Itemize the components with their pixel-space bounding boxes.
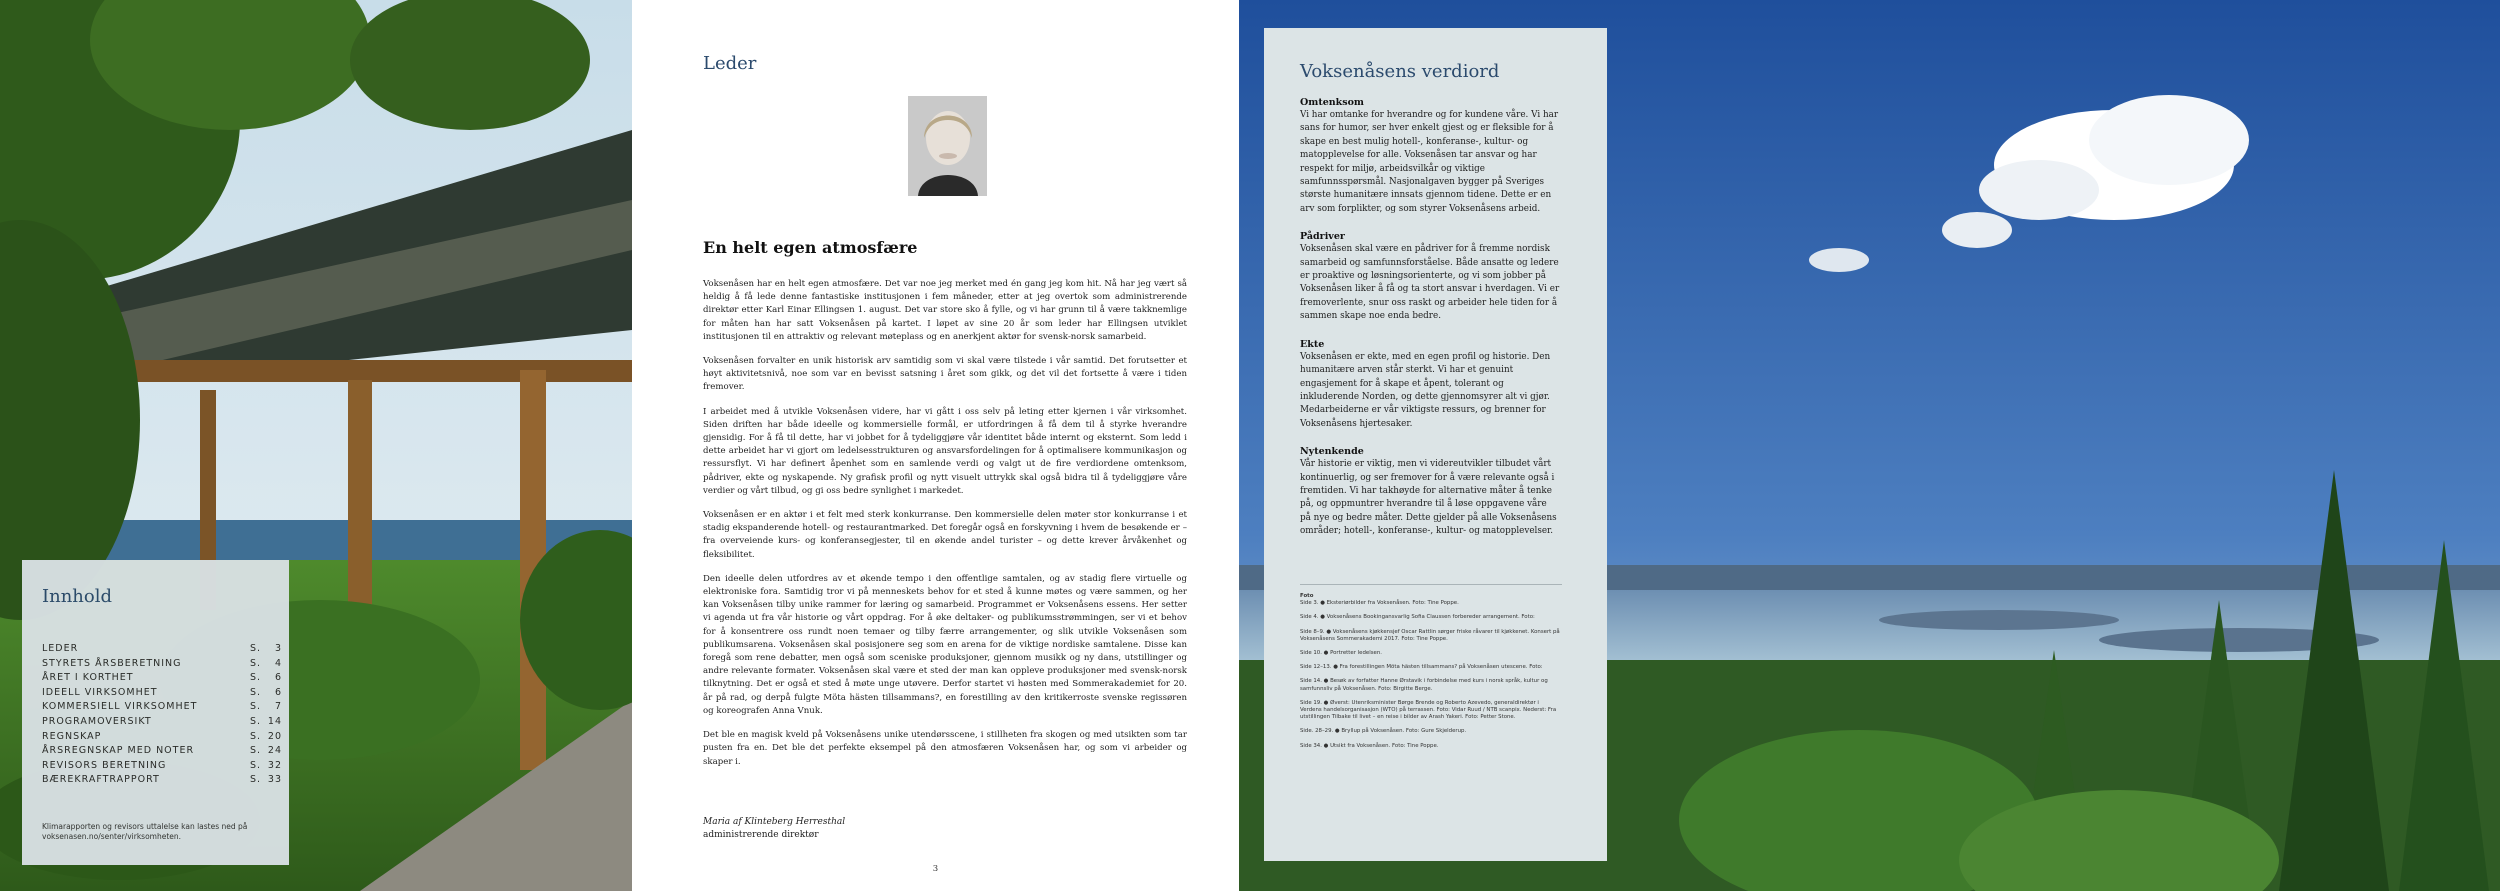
contents-list bbox=[42, 642, 282, 788]
paragraph: Det ble en magisk kveld på Voksenåsens unike utendørsscene, i stillheten fra skogen og med utsikten som tar pusten fra en. Det ble det perfekte eksempel på den atmosfæren Voksenåsen har, og som vi arbeider og skaper i. bbox=[703, 730, 1187, 767]
value-heading: Ekte bbox=[1300, 338, 1325, 350]
credit-item: Side. 28–29. ● Bryllup på Voksenåsen. Foto: Gure Skjelderup. bbox=[1300, 728, 1467, 735]
credit-item: Side 14. ● Besøk av forfatter Hanne Ørstavik i forbindelse med kurs i norsk språk, kultur og samfunnsliv på Voksenåsen. Foto: Birgitte Berge. bbox=[1300, 678, 1548, 692]
value-heading: Pådriver bbox=[1300, 231, 1345, 243]
contents-box bbox=[22, 560, 289, 865]
toc-item[interactable]: ÅRSREGNSKAP MED NOTER S. 24 bbox=[42, 745, 282, 757]
credit-item: Side 34. ● Utsikt fra Voksenåsen. Foto: Tine Poppe. bbox=[1300, 742, 1439, 749]
right-photo-panel bbox=[1239, 0, 2500, 891]
article-heading: En helt egen atmosfære bbox=[703, 238, 918, 257]
value-heading: Omtenksom bbox=[1300, 97, 1364, 108]
portrait-photo bbox=[908, 96, 987, 196]
paragraph: I arbeidet med å utvikle Voksenåsen videre, har vi gått i oss selv på leting etter kjernen i vår virksomhet. Siden driften har både ideelle og kommersielle formål, er utfordringen å få dem til å styrke hverandre gjensidig. For å få til dette, har vi jobbet for å tydeliggjøre vår identitet både internt og eksternt. Som ledd i dette arbeidet har vi gjort om ledelsesstrukturen og ansvarsfordelingen for å optimalisere kommunikasjon og ressursflyt. Vi har definert åpenhet som en samlende verdi og valgt ut de fire verdiordene omtenksom, pådriver, ekte og nyskapende. Ny grafisk profil og nytt visuelt uttrykk skal også bidra til å tydeliggjøre våre verdier og vårt tilbud, og gi oss bedre synlighet i markedet. bbox=[703, 406, 1187, 496]
page-number: 3 bbox=[932, 864, 939, 874]
divider bbox=[1300, 584, 1562, 585]
paragraph: Den ideelle delen utfordres av et økende tempo i den offentlige samtalen, og av stadig flere virtuelle og elektroniske fora. Samtidig tror vi på menneskets behov for et sted å kunne møtes og være sammen, og her kan Voksenåsen tilby unike rammer for læring og samarbeid. Programmet er Voksenåsens essens. Her setter vi agenda ut fra vår historie og vårt oppdrag. For å øke deltaker- og publikumsstrømmingen, ser vi et behov for å konsentrere oss rundt noen temaer og tilby færre arrangementer, og slik utvikle Voksenåsen som publikumsarena. Voksenåsen skal posisjonere seg som en arena for de viktige nordiske samtalene. Disse kan foregå som rene debatter, men også som sceniske produksjoner, gjennom musikk og ny dans, utstillinger og andre relevante formater. Voksenåsen skal være et sted der man kan oppleve produksjoner med svensk-norsk tilknytning. Det er også et sted å møte unge utøvere. Derfor startet vi høsten med Sommerakademiet for 20. år på rad, og derpå fulgte Möta hästen tillsammans?, en forestilling av den kritikerroste svenske regissøren og koreografen Anna Vnuk. bbox=[703, 573, 1187, 716]
credit-item: Side 3. ● Eksteriørbilder fra Voksenåsen. Foto: Tine Poppe. bbox=[1300, 600, 1459, 607]
photo-credits bbox=[1300, 593, 1562, 757]
toc-item[interactable]: PROGRAMOVERSIKT S. 14 bbox=[42, 715, 282, 727]
credits-heading: Foto bbox=[1300, 593, 1314, 599]
portrait-icon bbox=[908, 96, 987, 196]
paragraph: Voksenåsen er en aktør i et felt med sterk konkurranse. Den kommersielle delen møter stor konkurranse i et stadig ekspanderende hotell- og restaurantmarked. Det foregår også en forskyvning i hvem de besøkende er – fra overveiende kurs- og konferansegjester, til en økende andel turister – og dette krever årvåkenhet og fleksibilitet. bbox=[703, 510, 1187, 560]
toc-item[interactable]: LEDER S. 3 bbox=[42, 643, 282, 654]
signature-title: administrerende direktør bbox=[703, 830, 819, 840]
credit-item: Side 8–9. ● Voksenåsens kjøkkensjef Oscar Rattlin sørger friske råvarer til kjøkkenet. Konsert på Voksenåsens Sommerakademi 2017. Foto: Tine Poppe. bbox=[1300, 628, 1560, 642]
value-section bbox=[1300, 338, 1560, 431]
toc-item[interactable]: IDEELL VIRKSOMHET S. 6 bbox=[42, 686, 282, 698]
contents-note: Klimarapporten og revisors uttalelse kan lastes ned på voksenasen.no/senter/virksomheten. bbox=[42, 822, 248, 841]
toc-item[interactable]: BÆREKRAFTRAPPORT S. 33 bbox=[42, 774, 282, 786]
signature-name: Maria af Klinteberg Herresthal bbox=[703, 817, 846, 827]
value-text: Voksenåsen skal være en pådriver for å fremme nordisk samarbeid og samfunnsforståelse. Både ansatte og ledere er proaktive og løsningsorienterte, og vi som jobber på Voksenåsen liker å få og ta stort ansvar i hverdagen. Vi er fremoverlente, snur oss raskt og arbeider hele tiden for å sammen skape noe enda bedre. bbox=[1300, 244, 1560, 322]
value-section bbox=[1300, 445, 1560, 538]
values-list bbox=[1300, 96, 1560, 553]
left-photo-panel bbox=[0, 0, 632, 891]
toc-item[interactable]: REVISORS BERETNING S. 32 bbox=[42, 759, 282, 771]
credit-item: Side 4. ● Voksenåsens Bookingansvarlig Sofia Claussen forbereder arrangement. Foto: bbox=[1300, 614, 1535, 621]
toc-item[interactable]: ÅRET I KORTHET S. 6 bbox=[42, 672, 282, 684]
credit-item: Side 19. ● Øverst: Utenriksminister Børge Brende og Roberto Azevedo, generaldirektør i Verdens handelsorganisasjon (WTO) på terrassen. Foto: Vidar Ruud / NTB scanpix. Nederst: Fra utstillingen Tilbake til livet – en reise i bilder av Arash Yakeri. Foto: Petter Stone. bbox=[1300, 699, 1557, 721]
paragraph: Voksenåsen forvalter en unik historisk arv samtidig som vi skal være tilstede i vår samtid. Det forutsetter et høyt aktivitetsnivå, noe som var en bevisst satsning i året som gikk, og det vil det fortsette å være i tiden fremover. bbox=[703, 356, 1187, 393]
value-text: Vår historie er viktig, men vi viderеutvikler tilbudet vårt kontinuerlig, og ser fremover for å være relevante også i fremtiden. Vi har takhøyde for alternative måter å tenke på, og oppmuntrer hverandre til å løse oppgavene våre på nye og bedre måter. Dette gjelder på alle Voksenåsens områder; hotell-, konferanse-, kultur- og matopplevelser. bbox=[1300, 459, 1557, 537]
value-heading: Nytenkende bbox=[1300, 446, 1364, 458]
value-text: Vi har omtanke for hverandre og for kundene våre. Vi har sans for humor, ser hver enkelt gjest og er fleksible for å skape en best mulig hotell-, konferanse-, kultur- og matopplevelse for alle. Voksenåsen tar ansvar og har respekt for miljø, arbeidsvilkår og viktige samfunnsspørsmål. Nasjonalgaven bygger på Sveriges største humanitære innsats gjennom tidene. Dette er en arv som forplikter, og som styrer Voksenåsens arbeid. bbox=[1300, 110, 1559, 214]
values-title: Voksenåsens verdiord bbox=[1300, 61, 1500, 82]
contents-title: Innhold bbox=[42, 586, 113, 607]
toc-item[interactable]: REGNSKAP S. 20 bbox=[42, 730, 282, 742]
signature bbox=[703, 816, 845, 842]
value-text: Voksenåsen er ekte, med en egen profil og historie. Den humanitære arven står sterkt. Vi har et genuint engasjement for å skape et åpent, tolerant og inkluderende Norden, og dette gjennomsyrer alt vi gjør. Medarbeiderne er vår viktigste ressurs, og brenner for Voksenåsens hjertesaker. bbox=[1300, 351, 1551, 429]
paragraph: Voksenåsen har en helt egen atmosfære. Det var noe jeg merket med én gang jeg kom hit. Nå har jeg vært så heldig å få lede denne fantastiske institusjonen i fem måneder, etter at jeg overtok som administrerende direktør etter Karl Einar Ellingsen 1. august. Det var store sko å fylle, og vi har grunn til å være takknemlige for måten han har satt Voksenåsen på kartet. I løpet av sine 20 år som leder har Ellingsen utviklet institusjonen til en attraktiv og relevant møteplass og en anerkjent aktør for svensk-norsk samarbeid. bbox=[703, 279, 1187, 342]
toc-item[interactable]: STYRETS ÅRSBERETNING S. 4 bbox=[42, 657, 282, 669]
values-box bbox=[1264, 28, 1607, 861]
value-section bbox=[1300, 230, 1560, 323]
article-body bbox=[703, 278, 1187, 780]
value-section bbox=[1300, 96, 1560, 216]
credit-item: Side 12–13. ● Fra forestillingen Möta hästen tillsammans? på Voksenåsen utescene. Foto: bbox=[1300, 664, 1543, 671]
toc-item[interactable]: KOMMERSIELL VIRKSOMHET S. 7 bbox=[42, 701, 282, 713]
page-title: Leder bbox=[703, 53, 757, 74]
leader-page bbox=[632, 0, 1239, 891]
credit-item: Side 10. ● Portretter ledelsen. bbox=[1300, 650, 1382, 657]
